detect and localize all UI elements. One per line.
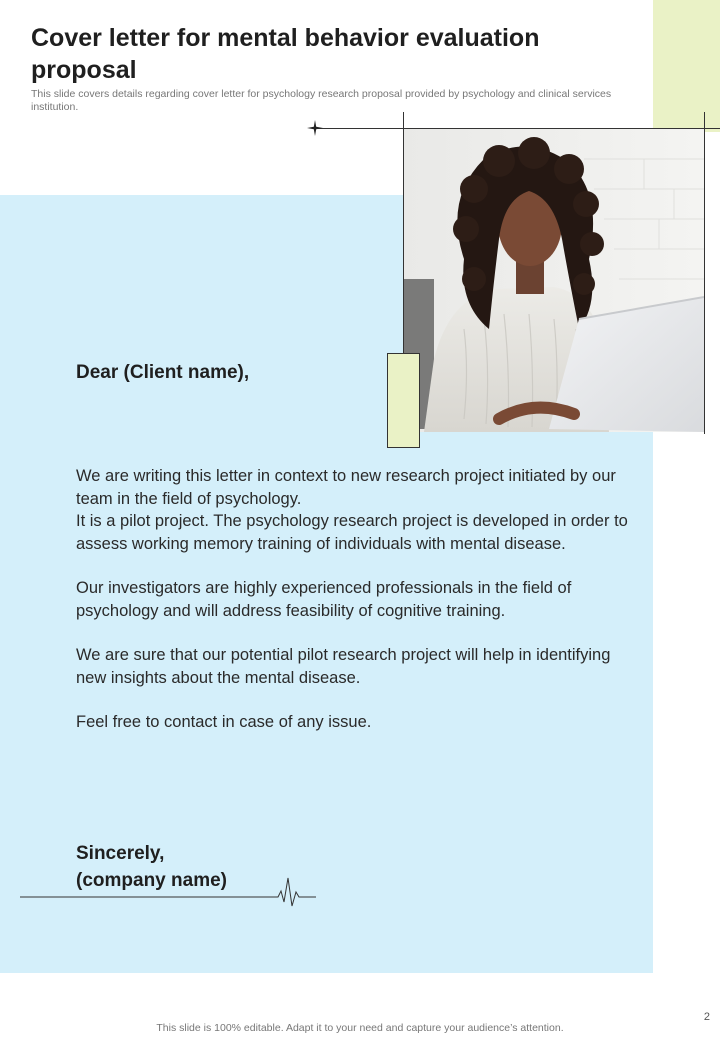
- green-accent-box: [387, 353, 420, 448]
- letter-body: [76, 465, 641, 756]
- green-accent-strip: [653, 0, 720, 132]
- sparkle-icon: [306, 119, 324, 137]
- closing-word: Sincerely,: [76, 843, 165, 864]
- footer-note: This slide is 100% editable. Adapt it to your need and capture your audience’s attention.: [156, 1022, 564, 1034]
- page-number: 2: [703, 1011, 710, 1023]
- heartbeat-line-icon: [20, 872, 320, 908]
- decorative-vertical-line-right: [704, 112, 705, 434]
- page-title: Cover letter for mental behavior evaluation proposal: [31, 24, 540, 84]
- letter-salutation: Dear (Client name),: [76, 362, 250, 383]
- letter-paragraph-contact: Feel free to contact in case of any issue.: [76, 713, 372, 731]
- letter-paragraph-investigators: Our investigators are highly experienced professionals in the field of psychology and will address feasibility of cognitive training.: [76, 579, 572, 620]
- signature-name: (company name): [76, 870, 227, 891]
- page-subtitle: This slide covers details regarding cover letter for psychology research proposal provided by psychology and clinical services institution.: [31, 88, 612, 113]
- letter-paragraph-intro: We are writing this letter in context to new research project initiated by our team in the field of psychology. It is a pilot project. The psychology research project is developed in order to assess working memory training of individuals with mental disease.: [76, 467, 628, 553]
- letter-paragraph-insights: We are sure that our potential pilot research project will help in identifying new insights about the mental disease.: [76, 646, 611, 687]
- woman-with-laptop-photo: [404, 129, 704, 432]
